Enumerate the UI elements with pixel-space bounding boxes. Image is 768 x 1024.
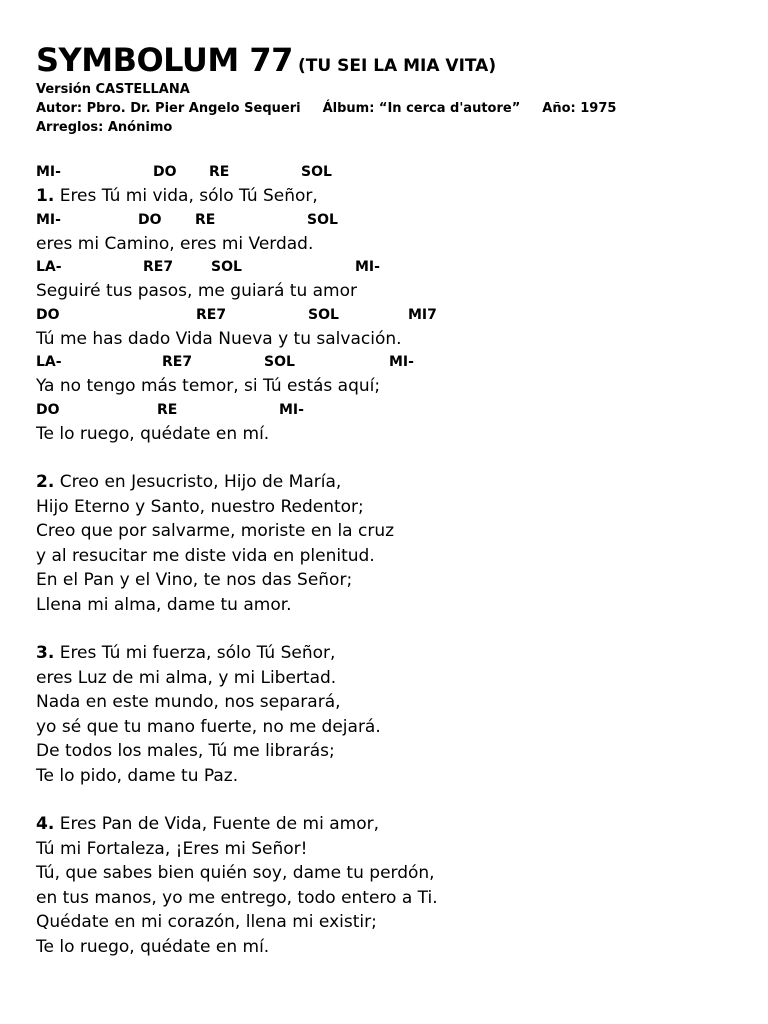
- chord: MI-: [389, 354, 414, 370]
- lyric-line: 1. Eres Tú mi vida, sólo Tú Señor,: [36, 186, 318, 206]
- chord-line: [36, 161, 748, 184]
- lyric-line: Te lo ruego, quédate en mí.: [36, 936, 270, 957]
- chord: RE7: [143, 259, 174, 275]
- chord: SOL: [264, 354, 295, 370]
- lyric-line: Te lo pido, dame tu Paz.: [36, 765, 239, 786]
- chord: RE7: [196, 306, 227, 323]
- title-line: [36, 40, 748, 80]
- lyric-line: Quédate en mi corazón, llena mi existir;: [36, 912, 377, 932]
- lyric-line: Tú me has dado Vida Nueva y tu salvación.: [36, 328, 402, 349]
- verse-number: 4.: [36, 814, 55, 834]
- chord: MI-: [36, 211, 61, 228]
- lyric-line: eres mi Camino, eres mi Verdad.: [36, 233, 314, 254]
- chord: SOL: [307, 211, 338, 228]
- chord: RE: [209, 164, 230, 180]
- chord: SOL: [301, 164, 332, 180]
- chord: LA-: [36, 259, 62, 275]
- chord-line: [36, 209, 748, 232]
- chord: DO: [138, 211, 162, 228]
- verse-1: [36, 161, 748, 446]
- chord: SOL: [308, 306, 339, 323]
- chord: MI7: [408, 306, 437, 323]
- verse-3: [36, 641, 748, 788]
- album: Álbum: “In cerca d'autore”: [322, 101, 521, 116]
- lyric-line: De todos los males, Tú me librarás;: [36, 741, 335, 761]
- lyric-line: 2. Creo en Jesucristo, Hijo de María,: [36, 472, 342, 492]
- lyric-line: Tú, que sabes bien quién soy, dame tu perdón,: [36, 863, 435, 883]
- verse-4: [36, 812, 748, 959]
- lyric-line: en tus manos, yo me entrego, todo entero a Ti.: [36, 887, 438, 908]
- chord: RE: [195, 211, 216, 228]
- year: Año: 1975: [542, 101, 617, 116]
- chord: MI-: [279, 401, 304, 418]
- chord: DO: [153, 164, 177, 180]
- song-subtitle: (TU SEI LA MIA VITA): [298, 56, 497, 76]
- chord: LA-: [36, 354, 62, 370]
- credits-line: [36, 99, 748, 118]
- lyric-line: 4. Eres Pan de Vida, Fuente de mi amor,: [36, 814, 380, 834]
- lyric-line: Nada en este mundo, nos separará,: [36, 692, 341, 712]
- chord-line: [36, 304, 748, 327]
- chord: DO: [36, 306, 60, 323]
- verse-number: 1.: [36, 186, 55, 206]
- lyric-line: eres Luz de mi alma, y mi Libertad.: [36, 667, 337, 688]
- chord-line: [36, 256, 748, 279]
- lyric-line: yo sé que tu mano fuerte, no me dejará.: [36, 716, 381, 737]
- version-line: Versión CASTELLANA: [36, 82, 190, 97]
- chord: RE7: [162, 354, 193, 370]
- chord: RE: [157, 401, 178, 418]
- lyric-line: En el Pan y el Vino, te nos das Señor;: [36, 570, 353, 590]
- verse-number: 2.: [36, 472, 55, 492]
- lyric-line: Creo que por salvarme, moriste en la cruz: [36, 521, 395, 541]
- chord: DO: [36, 401, 60, 418]
- lyric-line: Llena mi alma, dame tu amor.: [36, 594, 292, 615]
- chord-line: [36, 399, 748, 422]
- song-title: SYMBOLUM 77: [36, 41, 293, 79]
- song-sheet: [36, 40, 748, 959]
- lyric-line: 3. Eres Tú mi fuerza, sólo Tú Señor,: [36, 643, 336, 663]
- author: Autor: Pbro. Dr. Pier Angelo Sequeri: [36, 101, 301, 116]
- arrangement-line: Arreglos: Anónimo: [36, 120, 173, 135]
- lyric-line: Hijo Eterno y Santo, nuestro Redentor;: [36, 496, 364, 517]
- lyric-line: Seguiré tus pasos, me guiará tu amor: [36, 281, 357, 301]
- lyric-line: y al resucitar me diste vida en plenitud.: [36, 545, 375, 566]
- verse-number: 3.: [36, 643, 55, 663]
- chord: MI-: [355, 259, 380, 275]
- chord-line: [36, 351, 748, 374]
- lyric-line: Tú mi Fortaleza, ¡Eres mi Señor!: [36, 838, 308, 859]
- verse-2: [36, 470, 748, 617]
- lyric-line: Ya no tengo más temor, si Tú estás aquí;: [36, 376, 381, 396]
- chord: SOL: [211, 259, 242, 275]
- lyric-line: Te lo ruego, quédate en mí.: [36, 423, 270, 444]
- chord: MI-: [36, 164, 61, 180]
